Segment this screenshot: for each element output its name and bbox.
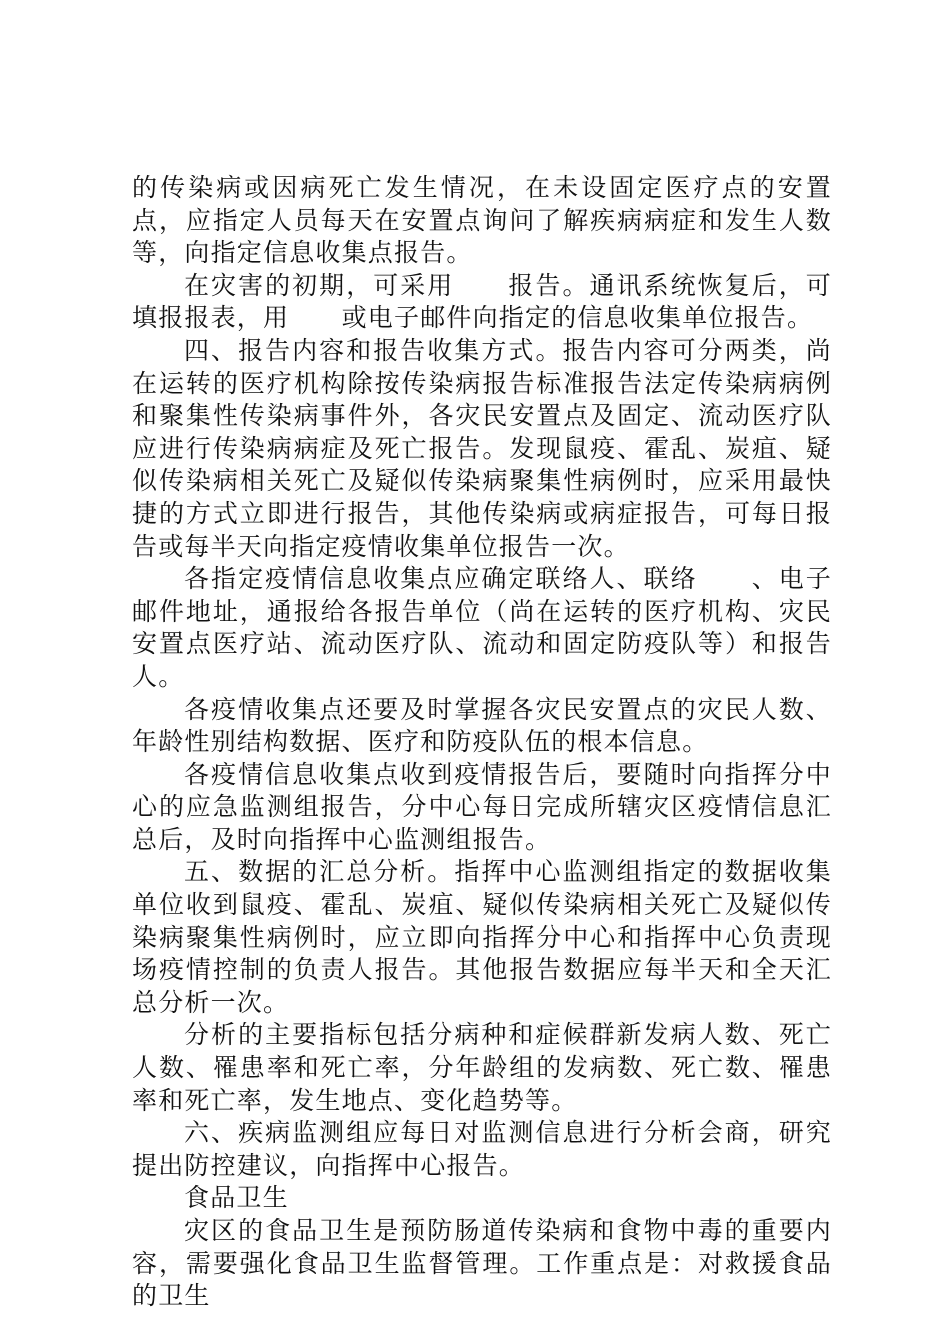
paragraph-2: 在灾害的初期，可采用 报告。通讯系统恢复后，可填报报表，用 或电子邮件向指定的信息收集单位报告。 bbox=[132, 270, 832, 333]
document-body bbox=[132, 172, 832, 1313]
paragraph-1: 的传染病或因病死亡发生情况，在未设固定医疗点的安置点，应指定人员每天在安置点询问了解疾病病症和发生人数等，向指定信息收集点报告。 bbox=[132, 173, 832, 268]
paragraph-9: 六、疾病监测组应每日对监测信息进行分析会商，研究提出防控建议，向指挥中心报告。 bbox=[132, 1118, 832, 1180]
paragraph-11: 灾区的食品卫生是预防肠道传染病和食物中毒的重要内容，需要强化食品卫生监督管理。工作重点是：对救援食品的卫生 bbox=[132, 1216, 832, 1311]
paragraph-6: 各疫情信息收集点收到疫情报告后，要随时向指挥分中心的应急监测组报告，分中心每日完成所辖灾区疫情信息汇总后，及时向指挥中心监测组报告。 bbox=[132, 759, 832, 854]
paragraph-4: 各指定疫情信息收集点应确定联络人、联络 、电子邮件地址，通报给各报告单位（尚在运转的医疗机构、灾民安置点医疗站、流动医疗队、流动和固定防疫队等）和报告人。 bbox=[132, 564, 832, 691]
paragraph-8: 分析的主要指标包括分病种和症候群新发病人数、死亡人数、罹患率和死亡率，分年龄组的发病数、死亡数、罹患率和死亡率，发生地点、变化趋势等。 bbox=[132, 1020, 832, 1115]
paragraph-7: 五、数据的汇总分析。指挥中心监测组指定的数据收集单位收到鼠疫、霍乱、炭疽、疑似传染病相关死亡及疑似传染病聚集性病例时，应立即向指挥分中心和指挥中心负责现场疫情控制的负责人报告。其他报告数据应每半天和全天汇总分析一次。 bbox=[132, 857, 832, 1017]
paragraph-3: 四、报告内容和报告收集方式。报告内容可分两类，尚在运转的医疗机构除按传染病报告标准报告法定传染病病例和聚集性传染病事件外，各灾民安置点及固定、流动医疗队应进行传染病病症及死亡报告。发现鼠疫、霍乱、炭疽、疑似传染病相关死亡及疑似传染病聚集性病例时，应采用最快捷的方式立即进行报告，其他传染病或病症报告，可每日报告或每半天向指定疫情收集单位报告一次。 bbox=[132, 335, 832, 561]
paragraph-5: 各疫情收集点还要及时掌握各灾民安置点的灾民人数、年龄性别结构数据、医疗和防疫队伍的根本信息。 bbox=[132, 694, 832, 757]
section-heading-food-hygiene: 食品卫生 bbox=[184, 1183, 289, 1213]
